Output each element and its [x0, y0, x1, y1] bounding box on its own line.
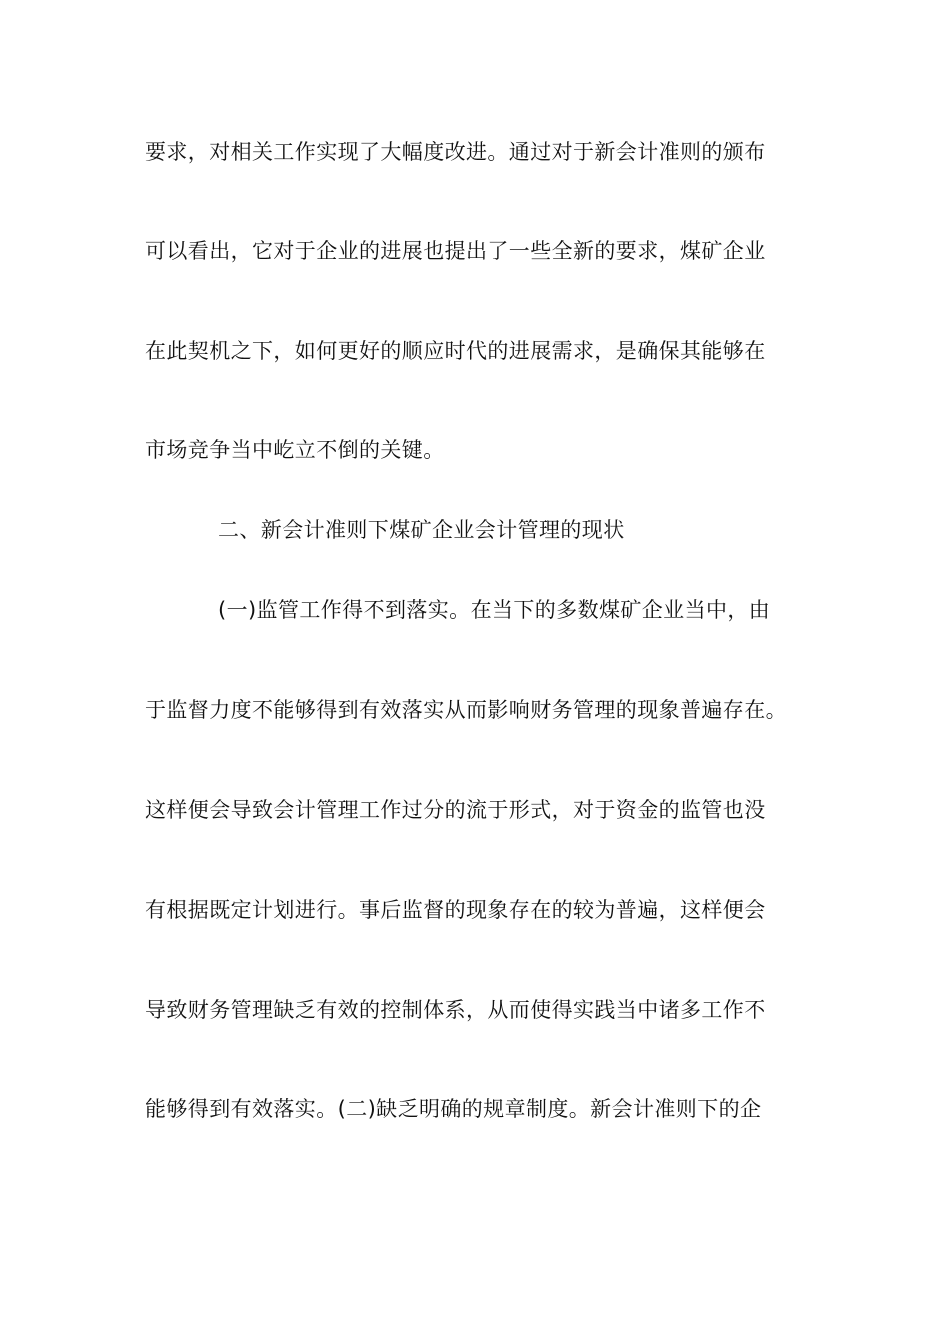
body-text-line: 于监督力度不能够得到有效落实从而影响财务管理的现象普遍存在。	[145, 698, 787, 722]
body-text-line: 可以看出，它对于企业的进展也提出了一些全新的要求，煤矿企业	[145, 239, 766, 263]
body-text-line: 能够得到有效落实。(二)缺乏明确的规章制度。新会计准则下的企	[145, 1097, 762, 1121]
body-text-line: 这样便会导致会计管理工作过分的流于形式，对于资金的监管也没	[145, 798, 766, 822]
body-text-line: 导致财务管理缺乏有效的控制体系，从而使得实践当中诸多工作不	[145, 998, 766, 1022]
body-text-line: 有根据既定计划进行。事后监督的现象存在的较为普遍，这样便会	[145, 898, 766, 922]
body-text-line: 要求，对相关工作实现了大幅度改进。通过对于新会计准则的颁布	[145, 140, 766, 164]
body-text-line: 市场竞争当中屹立不倒的关键。	[145, 438, 445, 462]
body-text-line: 在此契机之下，如何更好的顺应时代的进展需求，是确保其能够在	[145, 339, 766, 363]
section-heading: 二、新会计准则下煤矿企业会计管理的现状	[218, 518, 625, 542]
paragraph-first-line: (一)监管工作得不到落实。在当下的多数煤矿企业当中，由	[218, 598, 771, 622]
